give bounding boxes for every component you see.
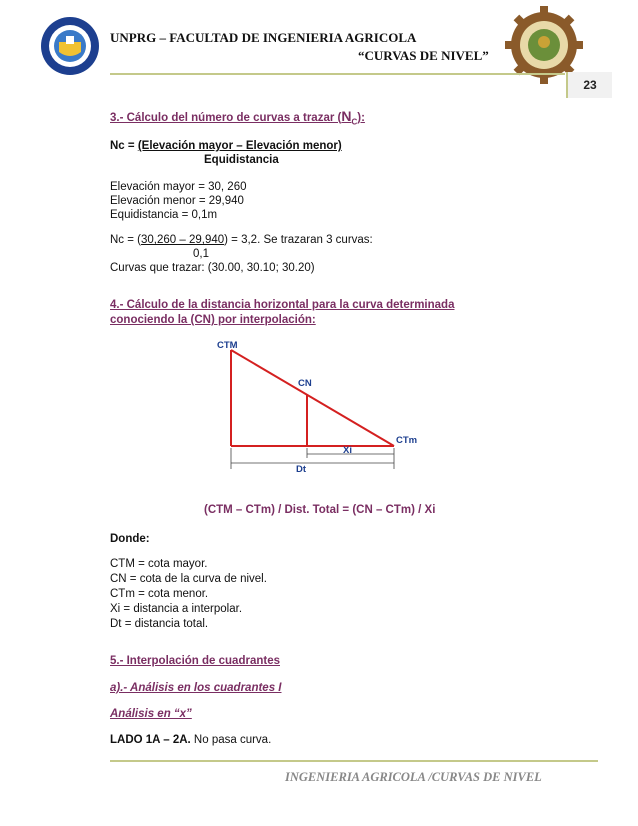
label-ctm: CTM — [217, 340, 238, 351]
nc-formula: Nc = (Elevación mayor – Elevación menor) — [110, 140, 342, 152]
interpolation-formula: (CTM – CTm) / Dist. Total = (CN – CTm) / Xi — [204, 504, 436, 516]
nc-denominator: Equidistancia — [204, 154, 279, 166]
header-subtitle: “CURVAS DE NIVEL” — [358, 48, 489, 63]
university-seal-logo — [40, 14, 100, 78]
header-rule — [110, 73, 565, 75]
elevacion-mayor: Elevación mayor = 30, 260 — [110, 181, 247, 193]
definitions-list — [110, 557, 267, 632]
interpolation-diagram — [200, 336, 440, 476]
footer-text: INGENIERIA AGRICOLA /CURVAS DE NIVEL — [285, 770, 542, 784]
definition-cn: CN = cota de la curva de nivel. — [110, 573, 267, 585]
section3-title: 3.- Cálculo del número de curvas a trazar $(N_C)$: — [110, 108, 365, 127]
subtitle-analisis-x: Análisis en “x” — [110, 708, 192, 720]
equidistancia: Equidistancia = 0,1m — [110, 209, 218, 221]
donde-label: Donde: — [110, 533, 150, 545]
page-number: 23 — [566, 72, 612, 98]
label-ctm-small: CTm — [396, 435, 418, 446]
definition-dt: Dt = distancia total. — [110, 618, 209, 630]
header-title: UNPRG – FACULTAD DE INGENIERIA AGRICOLA — [110, 30, 417, 45]
label-cn: CN — [298, 378, 312, 389]
lado-1a-2a: LADO 1A – 2A. No pasa curva. — [110, 734, 272, 746]
elevacion-menor: Elevación menor = 29,940 — [110, 195, 244, 207]
definition-ctm: CTM = cota mayor. — [110, 558, 208, 570]
label-xi: Xi — [343, 445, 352, 456]
label-dt: Dt — [296, 464, 307, 475]
definition-ctm-small: CTm = cota menor. — [110, 588, 209, 600]
section5-title: 5.- Interpolación de cuadrantes — [110, 655, 280, 667]
section4-title-line1: 4.- Cálculo de la distancia horizontal para la curva determinada — [110, 299, 455, 311]
footer-rule — [110, 760, 598, 762]
hypotenuse-line — [231, 350, 394, 446]
curvas-a-trazar: Curvas que trazar: (30.00, 30.10; 30.20) — [110, 262, 315, 274]
nc-calc-denominator: 0,1 — [193, 248, 209, 260]
subtitle-cuadrantes: a).- Análisis en los cuadrantes I — [110, 682, 282, 694]
definition-xi: Xi = distancia a interpolar. — [110, 603, 243, 615]
section4-title-line2: conociendo la (CN) por interpolación: — [110, 314, 316, 326]
nc-calculation: Nc = (30,260 – 29,940) = 3,2. Se trazaran 3 curvas: — [110, 234, 373, 246]
